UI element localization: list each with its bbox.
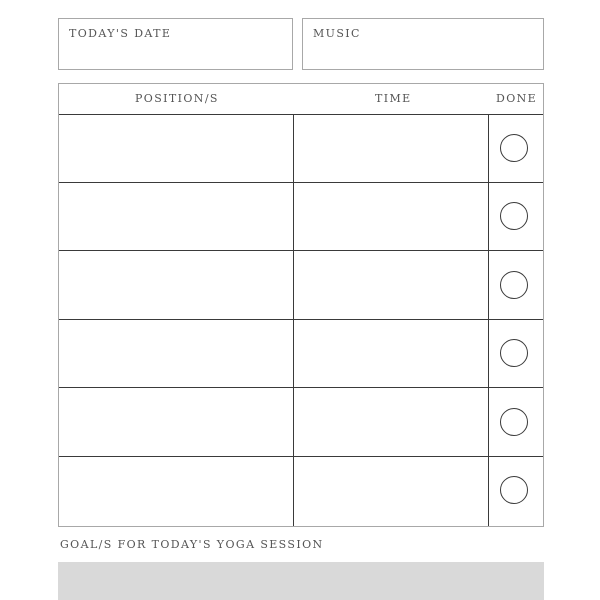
done-checkbox[interactable] (500, 476, 528, 504)
column-header-time: TIME (375, 92, 412, 105)
music-field[interactable] (302, 18, 544, 70)
column-divider (293, 115, 294, 526)
goals-input-area[interactable] (58, 562, 544, 600)
table-row (59, 183, 543, 251)
done-checkbox[interactable] (500, 202, 528, 230)
table-row (59, 115, 543, 183)
table-row (59, 389, 543, 457)
table-row (59, 320, 543, 388)
column-header-done: DONE (496, 92, 538, 105)
date-field[interactable] (58, 18, 293, 70)
date-label: TODAY'S DATE (69, 27, 172, 40)
done-checkbox[interactable] (500, 134, 528, 162)
done-checkbox[interactable] (500, 339, 528, 367)
table-row (59, 252, 543, 320)
done-checkbox[interactable] (500, 408, 528, 436)
table-row (59, 457, 543, 525)
done-checkbox[interactable] (500, 271, 528, 299)
column-header-position: POSITION/S (135, 92, 219, 105)
table-header-row (59, 84, 543, 115)
column-divider (488, 115, 489, 526)
goals-label: GOAL/S FOR TODAY'S YOGA SESSION (60, 538, 324, 551)
music-label: MUSIC (313, 27, 361, 40)
yoga-log-table (58, 83, 544, 527)
